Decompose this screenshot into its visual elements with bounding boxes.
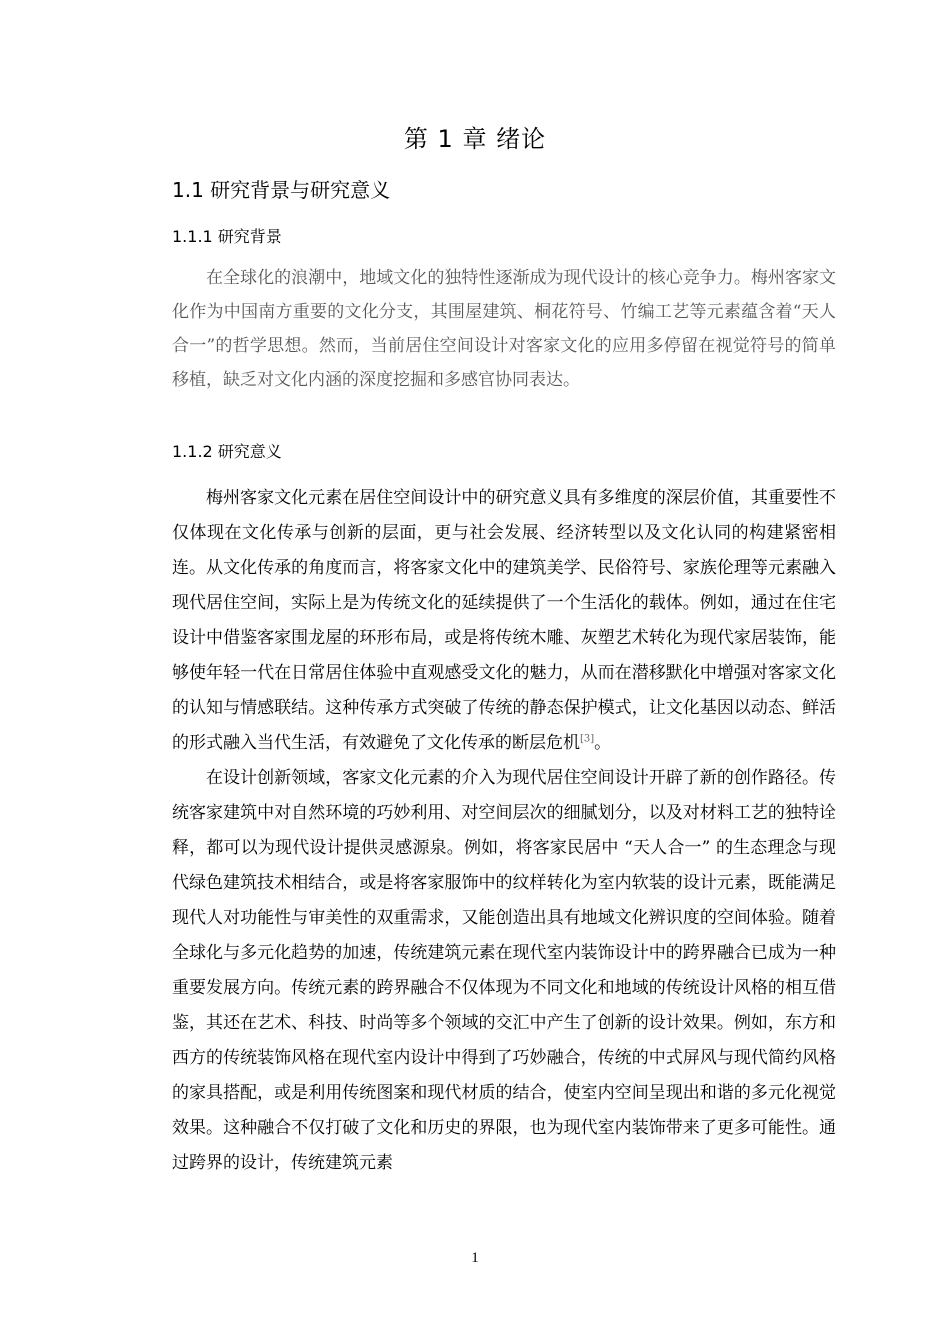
section-heading: 1.1 研究背景与研究意义 <box>172 178 391 202</box>
citation-marker: [3] <box>580 733 595 745</box>
significance-paragraph-2: 在设计创新领域，客家文化元素的介入为现代居住空间设计开辟了新的创作路径。传统客家建筑中对自然环境的巧妙利用、对空间层次的细腻划分，以及对材料工艺的独特诠释，都可以为现代设计提供灵感源泉。例如，将客家民居中 “天人合一” 的生态理念与现代绿色建筑技术相结合，或是将客家服饰中的纹样转化为室内软装的设计元素，既能满足现代人对功能性与审美性的双重需求，又能创造出具有地域文化辨识度的空间体验。随着全球化与多元化趋势的加速，传统建筑元素在现代室内装饰设计中的跨界融合已成为一种重要发展方向。传统元素的跨界融合不仅体现为不同文化和地域的传统设计风格的相互借鉴，其还在艺术、科技、时尚等多个领域的交汇中产生了创新的设计效果。例如，东方和西方的传统装饰风格在现代室内设计中得到了巧妙融合，传统的中式屏风与现代简约风格的家具搭配，或是利用传统图案和现代材质的结合，使室内空间呈现出和谐的多元化视觉效果。这种融合不仅打破了文化和历史的界限，也为现代室内装饰带来了更多可能性。通过跨界的设计，传统建筑元素 <box>172 768 836 1173</box>
subsection-heading-background: 1.1.1 研究背景 <box>172 227 282 246</box>
background-paragraph: 在全球化的浪潮中，地域文化的独特性逐渐成为现代设计的核心竞争力。梅州客家文化作为中国南方重要的文化分支，其围屋建筑、桐花符号、竹编工艺等元素蕴含着“天人合一”的哲学思想。然而，当前居住空间设计对客家文化的应用多停留在视觉符号的简单移植，缺乏对文化内涵的深度挖掘和多感官协同表达。 <box>172 268 836 390</box>
page-number: 1 <box>471 1250 479 1266</box>
subsection-heading-significance: 1.1.2 研究意义 <box>172 442 282 461</box>
significance-paragraph-1 <box>172 481 836 761</box>
paragraph-end: 。 <box>594 733 612 753</box>
paragraph-text: 梅州客家文化元素在居住空间设计中的研究意义具有多维度的深层价值，其重要性不仅体现在文化传承与创新的层面，更与社会发展、经济转型以及文化认同的构建紧密相连。从文化传承的角度而言，将客家文化中的建筑美学、民俗符号、家族伦理等元素融入现代居住空间，实际上是为传统文化的延续提供了一个生活化的载体。例如，通过在住宅设计中借鉴客家围龙屋的环形布局，或是将传统木雕、灰塑艺术转化为现代家居装饰，能够使年轻一代在日常居住体验中直观感受文化的魅力，从而在潜移默化中增强对客家文化的认知与情感联结。这种传承方式突破了传统的静态保护模式，让文化基因以动态、鲜活的形式融入当代生活，有效避免了文化传承的断层危机 <box>172 488 836 753</box>
chapter-title: 第 1 章 绪论 <box>403 125 547 153</box>
